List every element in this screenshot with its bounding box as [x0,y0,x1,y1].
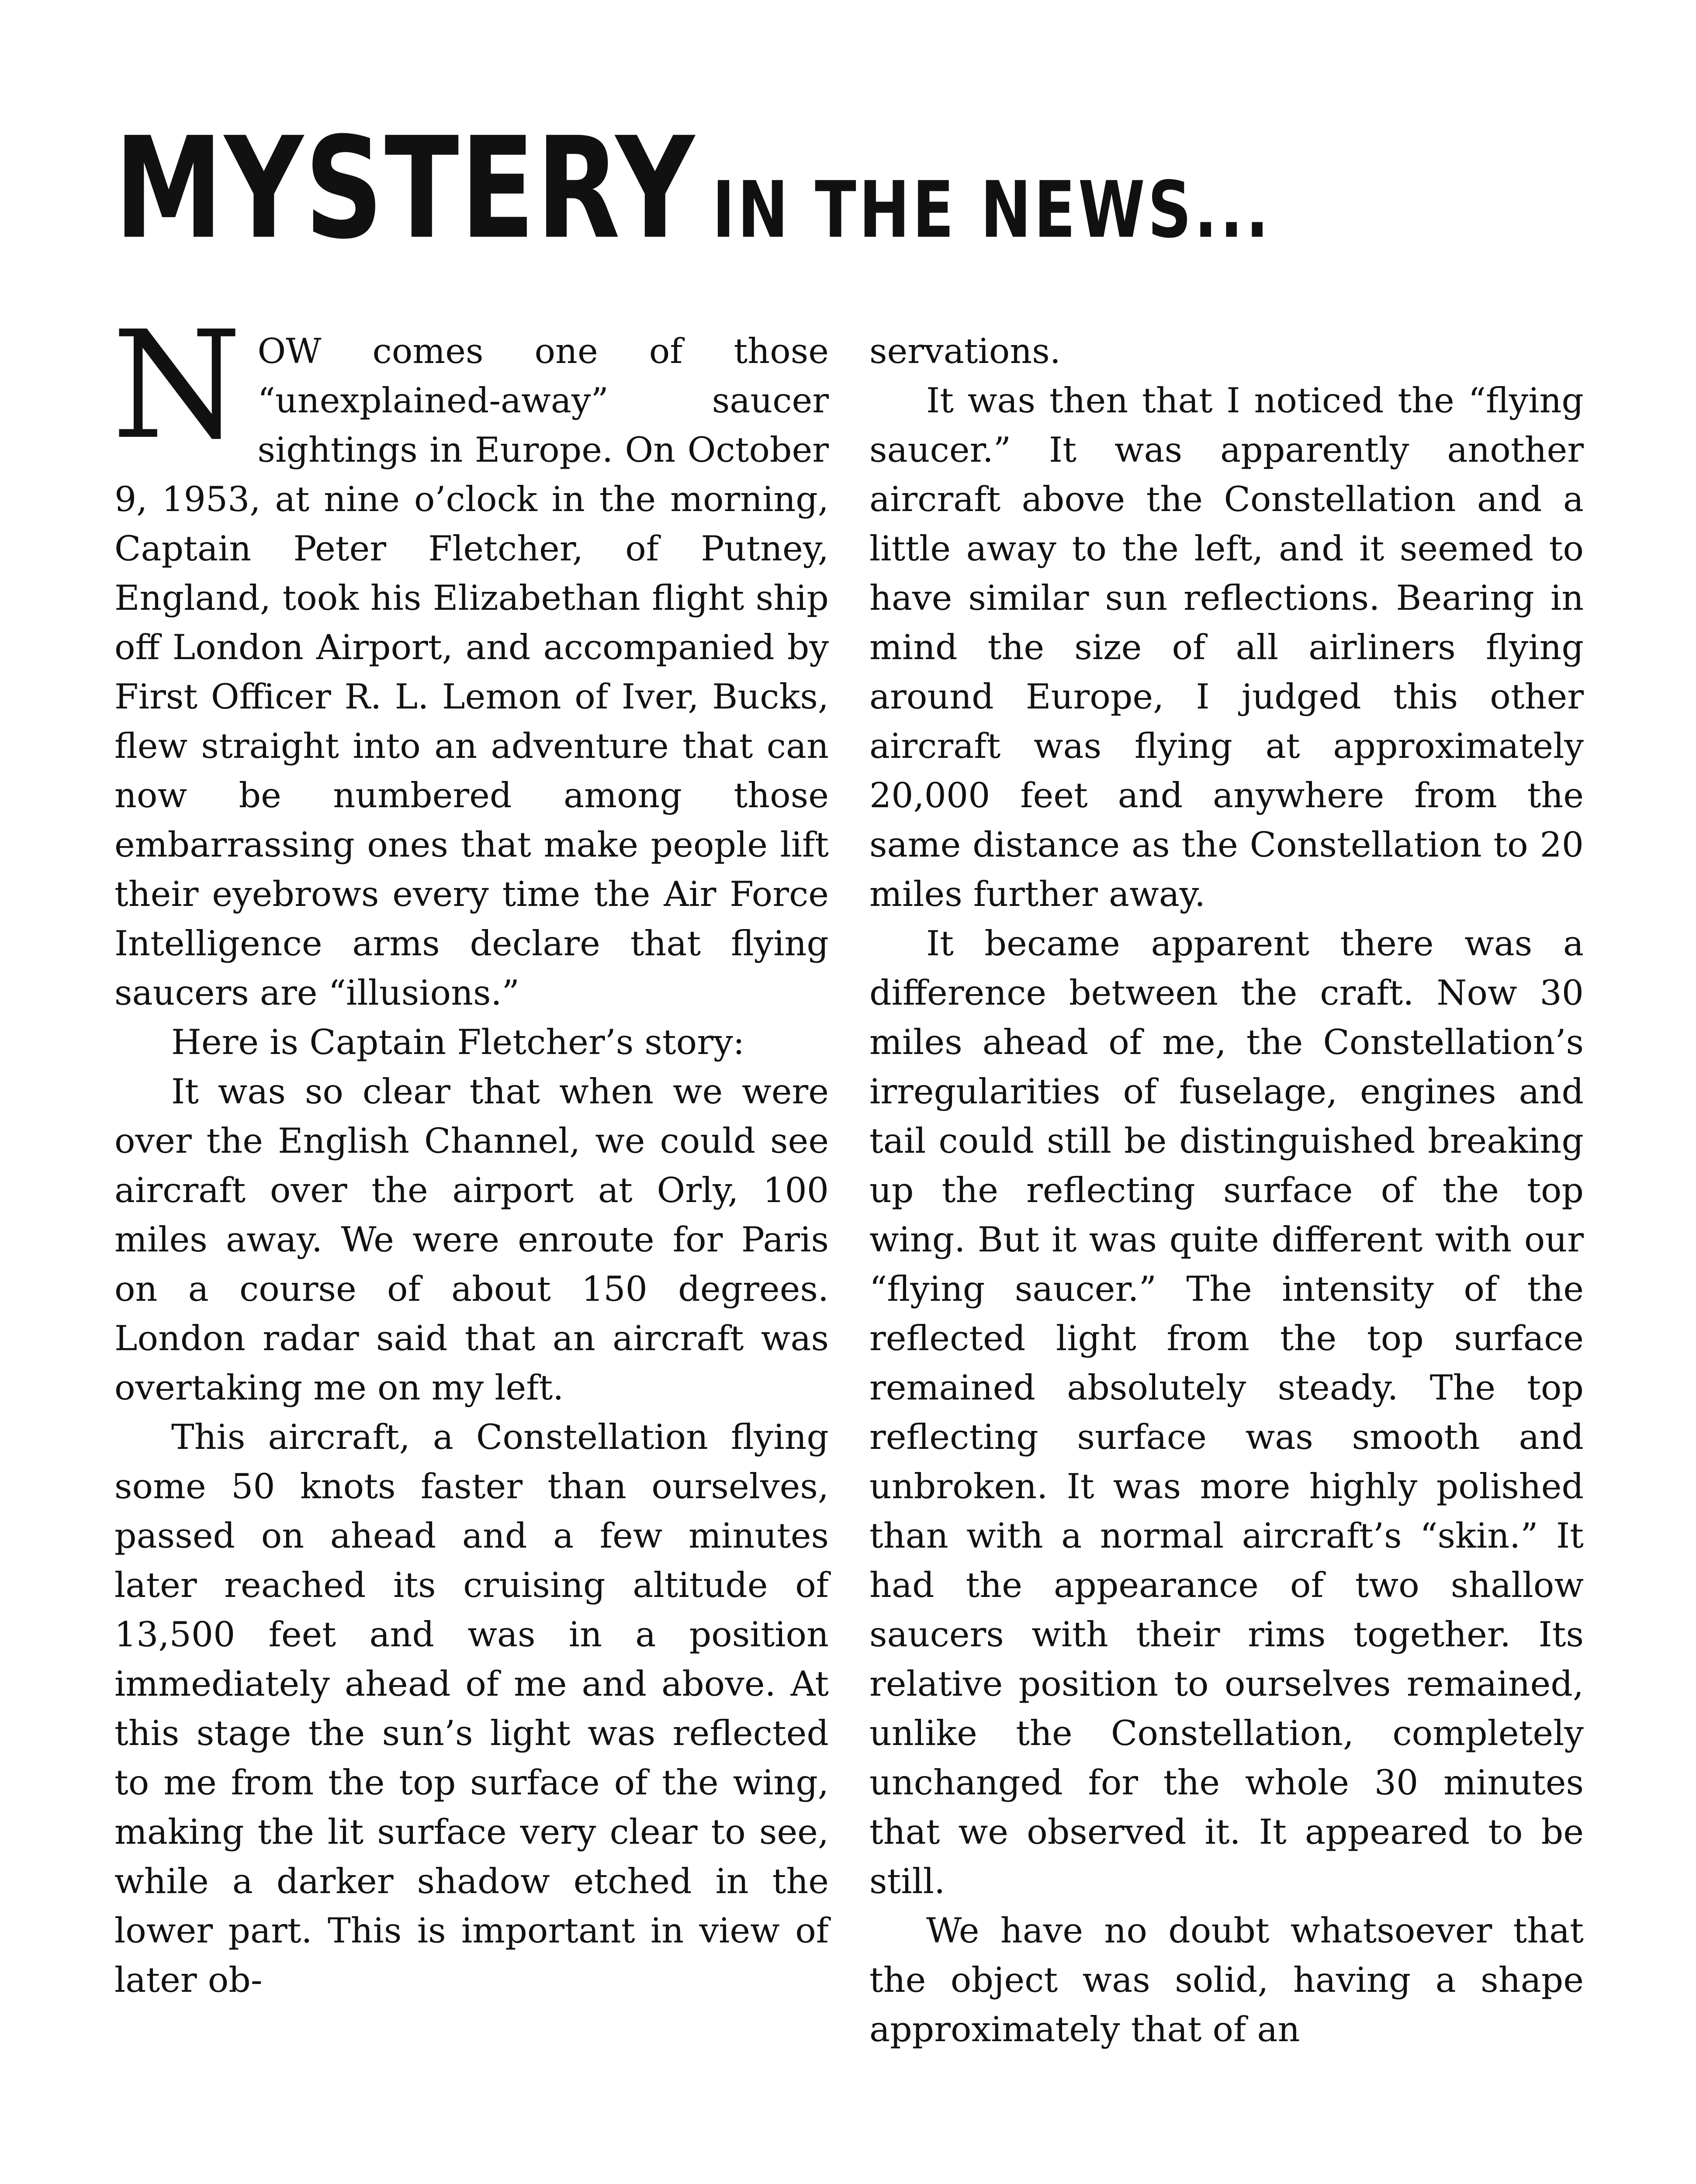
story-intro-paragraph: Here is Captain Fletcher’s story: [171,1022,745,1062]
intro-text: OW comes one of those “unexplained-away” saucer sightings in Europe. On October 9, 1953, at nine o’clock in the morning, Captain Peter Fletcher, of Putney, England, took his Elizabethan flight ship off London Airport, and accompanied by First Officer R. L. Lemon of Iver, Bucks, flew straight into an adventure that can now be numbered among those embarrassing ones that make people lift their eyebrows every time the Air Force Intelligence arms declare that flying saucers are “illusions.” [114,331,829,1013]
drop-cap: N [112,299,242,472]
channel-paragraph: It was so clear that when we were over the English Channel, we could see aircraft over the airport at Orly, 100 miles away. We were enroute for Paris on a course of about 150 degrees. London radar said that an aircraft was overtaking me on my left. [114,1071,829,1408]
saucer-noticed-paragraph: It was then that I noticed the “flying saucer.” It was apparently another aircraft above the Constellation and a little away to the left, and it seemed to have similar sun reflections. Bearing in mind the size of all airliners flying around Europe, I judged this other aircraft was flying at approximately 20,000 feet and anywhere from the same distance as the Constellation to 20 miles further away. [869,380,1584,914]
headline-mystery: MYSTERY [114,107,696,270]
headline [114,107,1272,270]
solid-object-paragraph: We have no doubt whatsoever that the object was solid, having a shape approximately that of an [869,1911,1584,2049]
left-column [112,299,829,2005]
constellation-paragraph: This aircraft, a Constellation flying some 50 knots faster than ourselves, passed on ahead and a few minutes later reached its cruising altitude of 13,500 feet and was in a position immediately ahead of me and above. At this stage the sun’s light was reflected to me from the top surface of the wing, making the lit surface very clear to see, while a darker shadow etched in the lower part. This is important in view of later ob- [114,1417,829,2000]
intro-paragraph [112,299,829,1018]
difference-paragraph: It became apparent there was a difference between the craft. Now 30 miles ahead of me, the Constellation’s irregularities of fuselage, engines and tail could still be distinguished breaking up the reflecting surface of the top wing. But it was quite different with our “flying saucer.” The intensity of the reflected light from the top surface remained absolutely steady. The top reflecting surface was smooth and unbroken. It was more highly polished than with a normal aircraft’s “skin.” It had the appearance of two shallow saucers with their rims together. Its relative position to ourselves remained, unlike the Constellation, completely unchanged for the whole 30 minutes that we observed it. It appeared to be still. [869,923,1584,1901]
headline-in-the-news: IN THE NEWS... [712,165,1272,255]
continuation-line: servations. [869,331,1061,371]
right-column [869,327,1584,2054]
